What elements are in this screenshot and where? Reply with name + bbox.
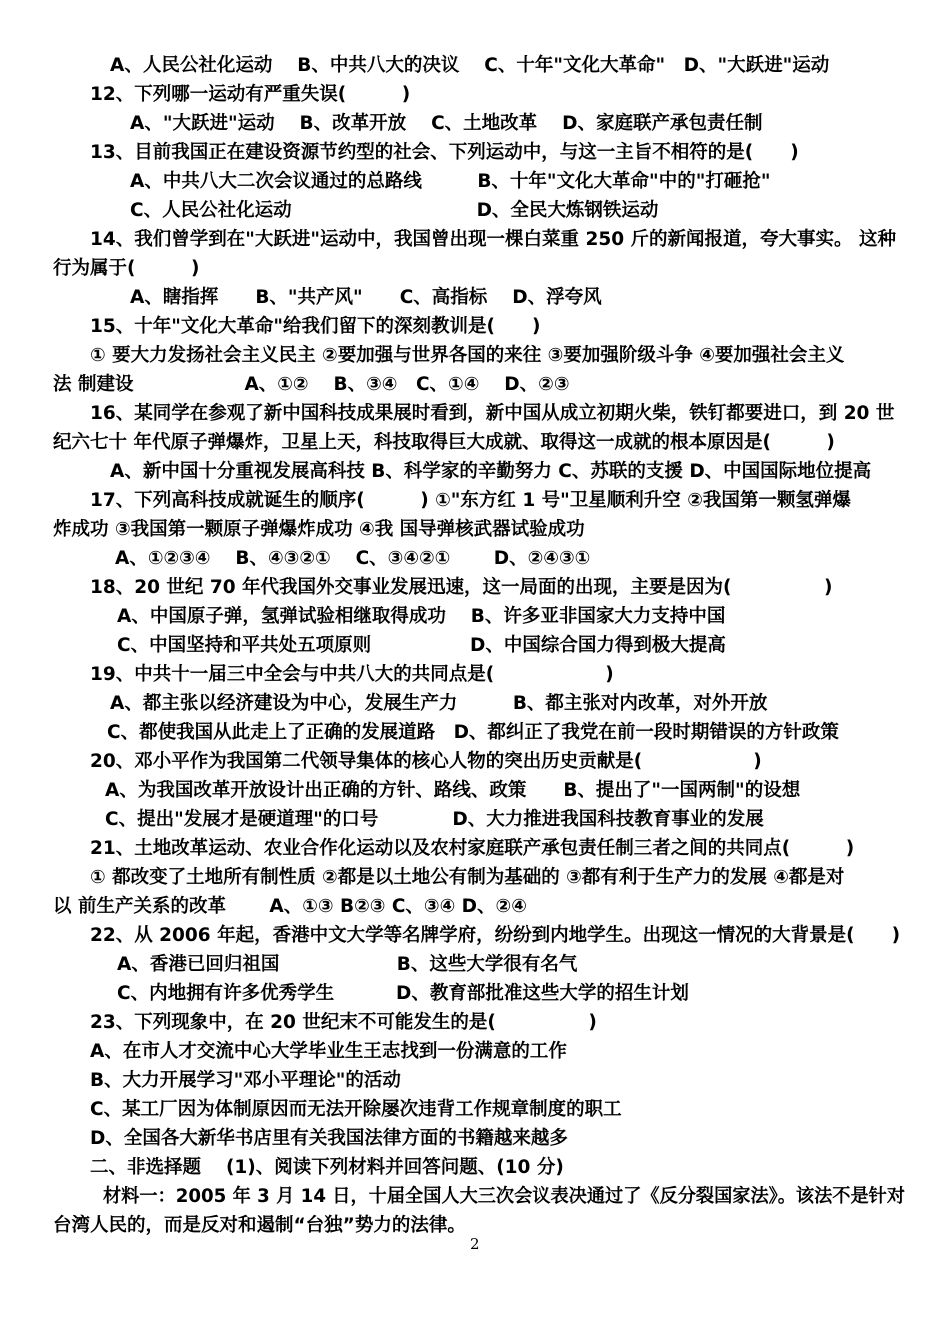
q15-statements: ① 要大力发扬社会主义民主 ②要加强与世界各国的来往 ③要加强阶级斗争 ④要加强社会主义 bbox=[90, 345, 845, 366]
q13-options-ab: A、中共八大二次会议通过的总路线 B、十年"文化大革命"中的"打砸抢" bbox=[130, 171, 771, 192]
q14-options: A、瞎指挥 B、"共产风" C、高指标 D、浮夸风 bbox=[130, 287, 602, 308]
q14-stem-continued: 行为属于( ) bbox=[53, 258, 200, 279]
q21-stem: 21、土地改革运动、农业合作化运动以及农村家庭联产承包责任制三者之间的共同点( ) bbox=[90, 838, 855, 859]
q15-options: 法 制建设 A、①② B、③④ C、①④ D、②③ bbox=[53, 374, 570, 395]
q11-options: A、人民公社化运动 B、中共八大的决议 C、十年"文化大革命" D、"大跃进"运动 bbox=[110, 55, 830, 76]
q20-stem: 20、邓小平作为我国第二代领导集体的核心人物的突出历史贡献是( ) bbox=[90, 751, 762, 772]
q18-stem: 18、20 世纪 70 年代我国外交事业发展迅速，这一局面的出现，主要是因为( ) bbox=[90, 577, 833, 598]
q12-stem: 12、下列哪一运动有严重失误( ) bbox=[90, 84, 411, 105]
q23-option-a: A、在市人才交流中心大学毕业生王志找到一份满意的工作 bbox=[90, 1041, 567, 1062]
q22-options-cd: C、内地拥有许多优秀学生 D、教育部批准这些大学的招生计划 bbox=[117, 983, 689, 1004]
material-one-continued: 台湾人民的，而是反对和遏制“台独”势力的法律。 bbox=[53, 1215, 466, 1236]
q13-stem: 13、目前我国正在建设资源节约型的社会、下列运动中，与这一主旨不相符的是( ) bbox=[90, 142, 799, 163]
material-one: 材料一：2005 年 3 月 14 日，十届全国人大三次会议表决通过了《反分裂国家法》。该法不是针对 bbox=[103, 1186, 906, 1207]
q23-option-c: C、某工厂因为体制原因而无法开除屡次违背工作规章制度的职工 bbox=[90, 1099, 622, 1120]
q16-stem-continued: 纪六七十 年代原子弹爆炸，卫星上天，科技取得巨大成就、取得这一成就的根本原因是( ) bbox=[53, 432, 835, 453]
q23-option-d: D、全国各大新华书店里有关我国法律方面的书籍越来越多 bbox=[90, 1128, 568, 1149]
q20-options-ab: A、为我国改革开放设计出正确的方针、路线、政策 B、提出了"一国两制"的设想 bbox=[105, 780, 801, 801]
section-two-heading: 二、非选择题 (1)、阅读下列材料并回答问题、(10 分) bbox=[90, 1157, 564, 1178]
q15-stem: 15、十年"文化大革命"给我们留下的深刻教训是( ) bbox=[90, 316, 541, 337]
q21-options: 以 前生产关系的改革 A、①③ B②③ C、③④ D、②④ bbox=[53, 896, 527, 917]
q17-stem: 17、下列高科技成就诞生的顺序( ) ①"东方红 1 号"卫星顺利升空 ②我国第一颗氢弹爆 bbox=[90, 490, 851, 511]
page-number: 2 bbox=[470, 1235, 480, 1253]
q18-options-cd: C、中国坚持和平共处五项原则 D、中国综合国力得到极大提高 bbox=[117, 635, 726, 656]
q13-options-cd: C、人民公社化运动 D、全民大炼钢铁运动 bbox=[130, 200, 659, 221]
q23-stem: 23、下列现象中，在 20 世纪末不可能发生的是( ) bbox=[90, 1012, 597, 1033]
q19-options-ab: A、都主张以经济建设为中心，发展生产力 B、都主张对内改革，对外开放 bbox=[110, 693, 768, 714]
q20-options-cd: C、提出"发展才是硬道理"的口号 D、大力推进我国科技教育事业的发展 bbox=[105, 809, 764, 830]
q18-options-ab: A、中国原子弹，氢弹试验相继取得成功 B、许多亚非国家大力支持中国 bbox=[117, 606, 726, 627]
q17-options: A、①②③④ B、④③②① C、③④②① D、②④③① bbox=[115, 548, 591, 569]
q19-stem: 19、中共十一届三中全会与中共八大的共同点是( ) bbox=[90, 664, 614, 685]
q12-options: A、"大跃进"运动 B、改革开放 C、土地改革 D、家庭联产承包责任制 bbox=[130, 113, 763, 134]
q21-statements: ① 都改变了土地所有制性质 ②都是以土地公有制为基础的 ③都有利于生产力的发展 ④都是对 bbox=[90, 867, 845, 888]
q23-option-b: B、大力开展学习"邓小平理论"的活动 bbox=[90, 1070, 401, 1091]
q22-stem: 22、从 2006 年起，香港中文大学等名牌学府，纷纷到内地学生。出现这一情况的大背景是( ) bbox=[90, 925, 901, 946]
q19-options-cd: C、都使我国从此走上了正确的发展道路 D、都纠正了我党在前一段时期错误的方针政策 bbox=[107, 722, 839, 743]
q14-stem: 14、我们曾学到在"大跃进"运动中，我国曾出现一棵白菜重 250 斤的新闻报道，夸大事实。 这种 bbox=[90, 229, 896, 250]
q16-options: A、新中国十分重视发展高科技 B、科学家的辛勤努力 C、苏联的支援 D、中国国际地位提高 bbox=[110, 461, 872, 482]
q17-stem-continued: 炸成功 ③我国第一颗原子弹爆炸成功 ④我 国导弹核武器试验成功 bbox=[53, 519, 585, 540]
q22-options-ab: A、香港已回归祖国 B、这些大学很有名气 bbox=[117, 954, 578, 975]
q16-stem: 16、某同学在参观了新中国科技成果展时看到，新中国从成立初期火柴，铁钉都要进口，到 20 世 bbox=[90, 403, 895, 424]
